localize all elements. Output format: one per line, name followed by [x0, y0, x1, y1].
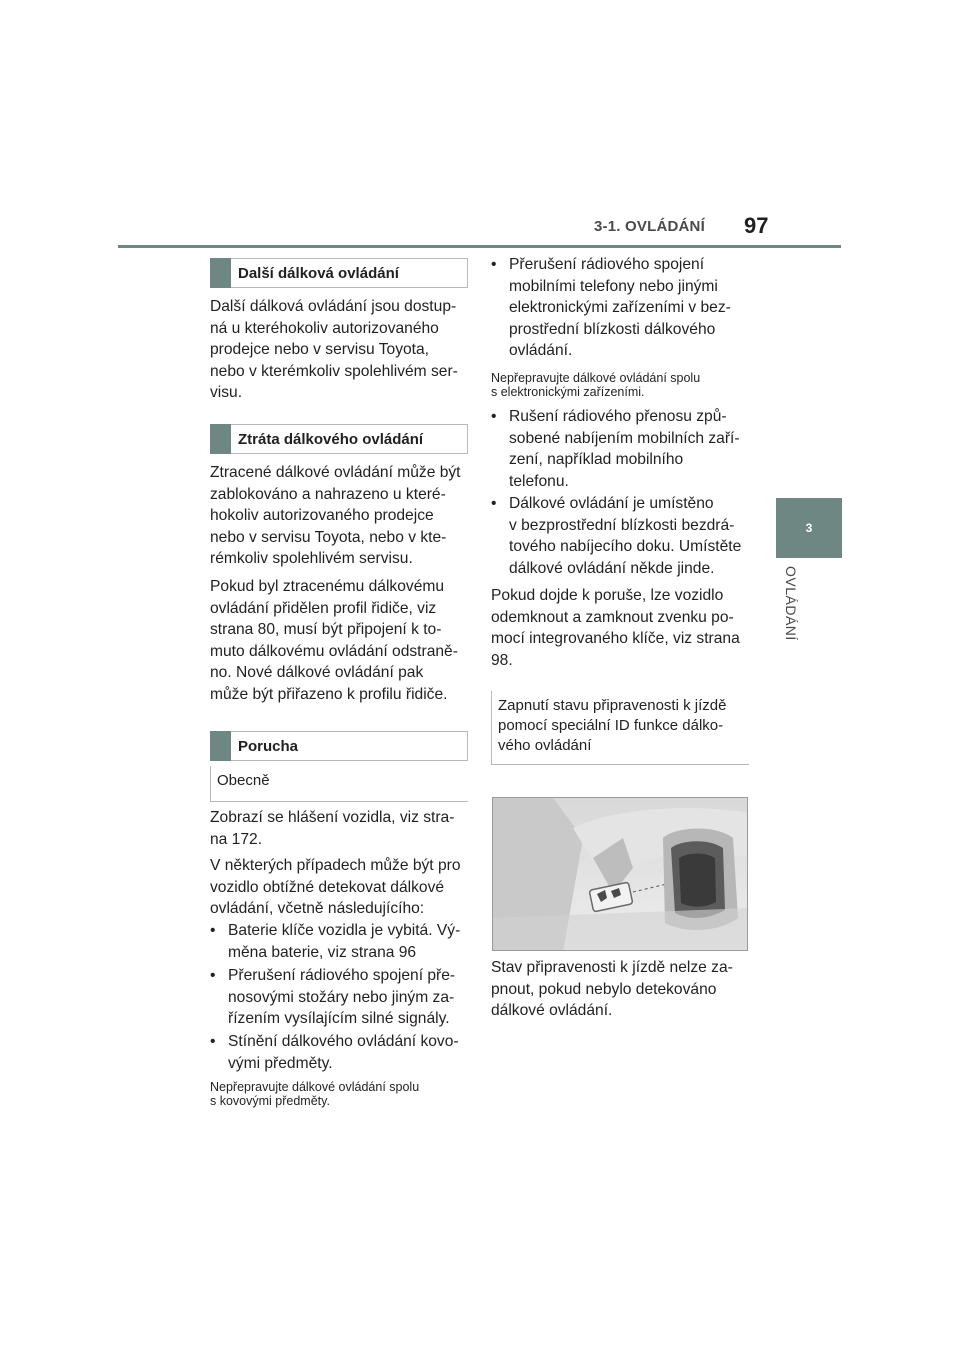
text-line: s kovovými předměty. [210, 1094, 330, 1108]
text-line: visu. [210, 384, 243, 401]
text-line: sobené nabíjením mobilních zaří- [509, 429, 740, 447]
heading-marker [210, 731, 231, 761]
text-line: telefonu. [509, 472, 569, 490]
heading-text: Další dálková ovládání [238, 265, 399, 282]
text-line: nosovými stožáry nebo jiným za- [228, 988, 455, 1006]
section-title: 3-1. OVLÁDÁNÍ [594, 218, 705, 235]
text-line: odemknout a zamknout zvenku po- [491, 608, 734, 626]
text-line: muto dálkovému ovládání odstraně- [210, 642, 458, 660]
text-line: 98. [491, 651, 513, 669]
chapter-label: OVLÁDÁNÍ [783, 566, 799, 641]
text-line: pnout, pokud nebylo detekováno [491, 980, 717, 998]
text-line: Zapnutí stavu připravenosti k jízdě [498, 697, 727, 714]
text-line: Baterie klíče vozidla je vybitá. Vý- [228, 922, 461, 939]
text-line: strana 80, musí být připojení k to- [210, 621, 442, 638]
bullet-marker: • [491, 495, 497, 512]
text-line: nebo v servisu Toyota, nebo v kte- [210, 528, 447, 546]
text-line: ovládání. [509, 342, 573, 359]
text-line: dálkové ovládání někde jinde. [509, 559, 715, 577]
text-line: mobilními telefony nebo jinými [509, 277, 718, 295]
text-line: tového nabíjecího doku. Umístěte [509, 538, 742, 555]
heading-marker [210, 258, 231, 288]
paragraph-stav-pripravenosti [491, 957, 733, 1022]
chapter-number: 3 [805, 521, 813, 535]
text-line: Pokud byl ztracenému dálkovému [210, 578, 445, 595]
text-line: může být přiřazeno k profilu řidiče. [210, 685, 448, 703]
text-line: Přerušení rádiového spojení [509, 256, 705, 273]
page-number: 97 [744, 213, 769, 238]
text-line: Zobrazí se hlášení vozidla, viz stra- [210, 809, 455, 826]
paragraph-ztrata-1 [210, 462, 461, 570]
text-line: Stav připravenosti k jízdě nelze za- [491, 959, 733, 976]
bullet-marker: • [491, 408, 497, 425]
text-line: no. Nové dálkové ovládání pak [210, 664, 424, 681]
bullet-marker: • [491, 256, 497, 273]
text-line: dálkové ovládání. [491, 1002, 613, 1019]
heading-dalsi-dalkova-ovladani [210, 258, 468, 288]
text-line: mocí integrovaného klíče, viz strana [491, 630, 740, 647]
subheading-text [498, 696, 748, 756]
subheading-text: Obecně [217, 772, 270, 789]
heading-ztrata-ovladani [210, 424, 468, 454]
chapter-tab[interactable] [776, 498, 842, 558]
paragraph-porucha-2 [210, 855, 461, 920]
text-line: ovládání přidělen profil řidiče, viz [210, 599, 437, 617]
text-line: Nepřepravujte dálkové ovládání spolu [491, 371, 701, 385]
bullet-marker: • [210, 967, 216, 984]
text-line: prostřední blízkosti dálkového [509, 320, 716, 338]
heading-marker [210, 424, 231, 454]
text-line: hokoliv autorizovaného prodejce [210, 507, 434, 524]
text-line: zablokováno a nahrazeno u které- [210, 485, 446, 503]
bullet-marker: • [210, 1033, 216, 1050]
paragraph-dalsi-ovladani [210, 296, 458, 404]
illustration-remote-placement [492, 797, 748, 951]
text-line: prodejce nebo v servisu Toyota, [210, 341, 430, 358]
text-line: rémkoliv spolehlivém servisu. [210, 550, 413, 567]
text-line: měna baterie, viz strana 96 [228, 943, 417, 961]
heading-porucha [210, 731, 468, 761]
text-line: Další dálková ovládání jsou dostup- [210, 298, 457, 315]
text-line: Dálkové ovládání je umístěno [509, 495, 714, 512]
heading-text: Porucha [238, 738, 299, 755]
text-line: Rušení rádiového přenosu způ- [509, 408, 727, 425]
chapter-label-vertical [784, 566, 814, 656]
text-line: Pokud dojde k poruše, lze vozidlo [491, 587, 724, 604]
text-line: Přerušení rádiového spojení pře- [228, 967, 456, 984]
illustration-svg [493, 798, 748, 951]
heading-text: Ztráta dálkového ovládání [238, 431, 424, 448]
note-elektronicka-zarizeni [491, 371, 700, 399]
text-line: Nepřepravujte dálkové ovládání spolu [210, 1080, 420, 1094]
text-line: Ztracené dálkové ovládání může být [210, 464, 461, 481]
text-line: vozidlo obtížné detekovat dálkové [210, 878, 445, 896]
text-line: vými předměty. [228, 1054, 333, 1072]
text-line: vého ovládání [498, 737, 592, 754]
text-line: ná u kteréhokoliv autorizovaného [210, 319, 439, 337]
text-line: v bezprostřední blízkosti bezdrá- [509, 516, 735, 534]
text-line: nebo v kterémkoliv spolehlivém ser- [210, 362, 458, 380]
text-line: pomocí speciální ID funkce dálko- [498, 717, 724, 734]
bullet-marker: • [210, 922, 216, 939]
paragraph-ztrata-2 [210, 576, 458, 705]
paragraph-porucha-odemknuti [491, 585, 740, 671]
text-line: řízením vysílajícím silné signály. [228, 1010, 450, 1027]
header-rule [118, 245, 841, 248]
subheading-id-funkce [491, 691, 749, 765]
text-line: na 172. [210, 830, 263, 848]
text-line: s elektronickými zařízeními. [491, 385, 645, 399]
text-line: ovládání, včetně následujícího: [210, 900, 425, 917]
text-line: zení, například mobilního [509, 451, 684, 468]
text-line: V některých případech může být pro [210, 857, 461, 874]
paragraph-porucha-1 [210, 807, 454, 850]
text-line: elektronickými zařízeními v bez- [509, 299, 731, 316]
note-kovove-predmety [210, 1080, 419, 1108]
subheading-obecne [210, 766, 468, 802]
text-line: Stínění dálkového ovládání kovo- [228, 1033, 459, 1050]
